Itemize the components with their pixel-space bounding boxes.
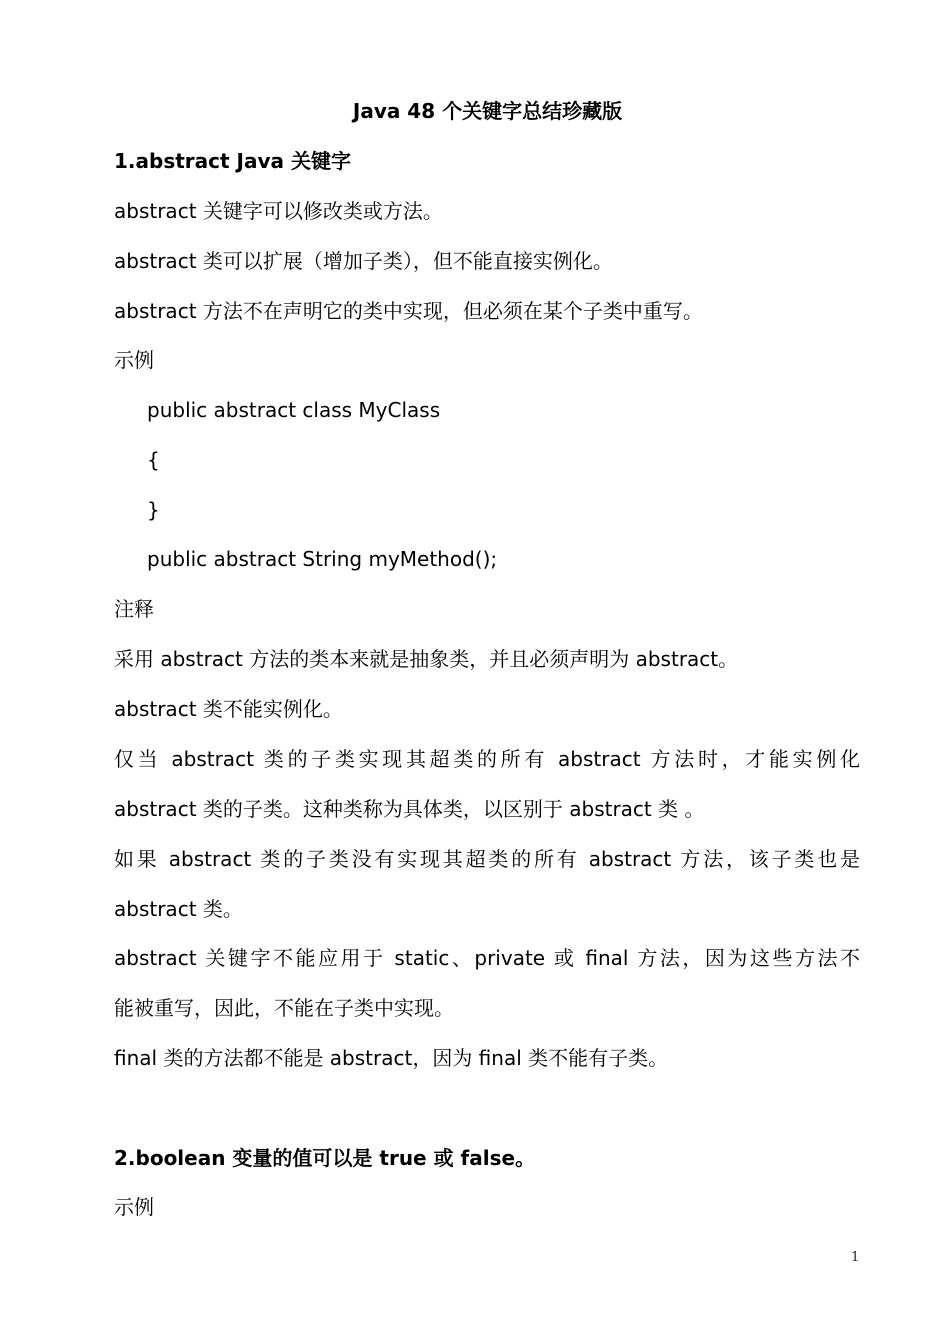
paragraph-line: 如果 abstract 类的子类没有实现其超类的所有 abstract 方法，该子类也是 bbox=[114, 847, 860, 871]
section-heading-abstract: 1.abstract Java 关键字 bbox=[114, 149, 351, 173]
example-label: 示例 bbox=[114, 1195, 154, 1219]
paragraph-line: abstract 类的子类。这种类称为具体类，以区别于 abstract 类 。 bbox=[114, 797, 705, 821]
paragraph-line: abstract 方法不在声明它的类中实现，但必须在某个子类中重写。 bbox=[114, 299, 703, 323]
paragraph-line: final 类的方法都不能是 abstract，因为 final 类不能有子类。 bbox=[114, 1046, 669, 1070]
paragraph-line: 能被重写，因此，不能在子类中实现。 bbox=[114, 996, 454, 1020]
paragraph-line: 采用 abstract 方法的类本来就是抽象类，并且必须声明为 abstract。 bbox=[114, 647, 739, 671]
paragraph-line: abstract 关键字不能应用于 static、private 或 final 方法，因为这些方法不 bbox=[114, 946, 860, 970]
paragraph-line: abstract 类不能实例化。 bbox=[114, 697, 343, 721]
paragraph-line: abstract 关键字可以修改类或方法。 bbox=[114, 199, 443, 223]
page-number: 1 bbox=[851, 1250, 860, 1265]
code-line: public abstract String myMethod(); bbox=[147, 547, 498, 571]
section-heading-boolean: 2.boolean 变量的值可以是 true 或 false。 bbox=[114, 1146, 536, 1170]
example-label: 示例 bbox=[114, 348, 154, 372]
document-title: Java 48 个关键字总结珍藏版 bbox=[352, 99, 623, 123]
code-line: } bbox=[147, 498, 160, 522]
code-line: { bbox=[147, 448, 160, 472]
paragraph-line: abstract 类。 bbox=[114, 897, 243, 921]
notes-label: 注释 bbox=[114, 597, 154, 621]
code-line: public abstract class MyClass bbox=[147, 398, 441, 422]
paragraph-line: 仅当 abstract 类的子类实现其超类的所有 abstract 方法时，才能实例化 bbox=[114, 747, 860, 771]
paragraph-line: abstract 类可以扩展（增加子类），但不能直接实例化。 bbox=[114, 249, 613, 273]
